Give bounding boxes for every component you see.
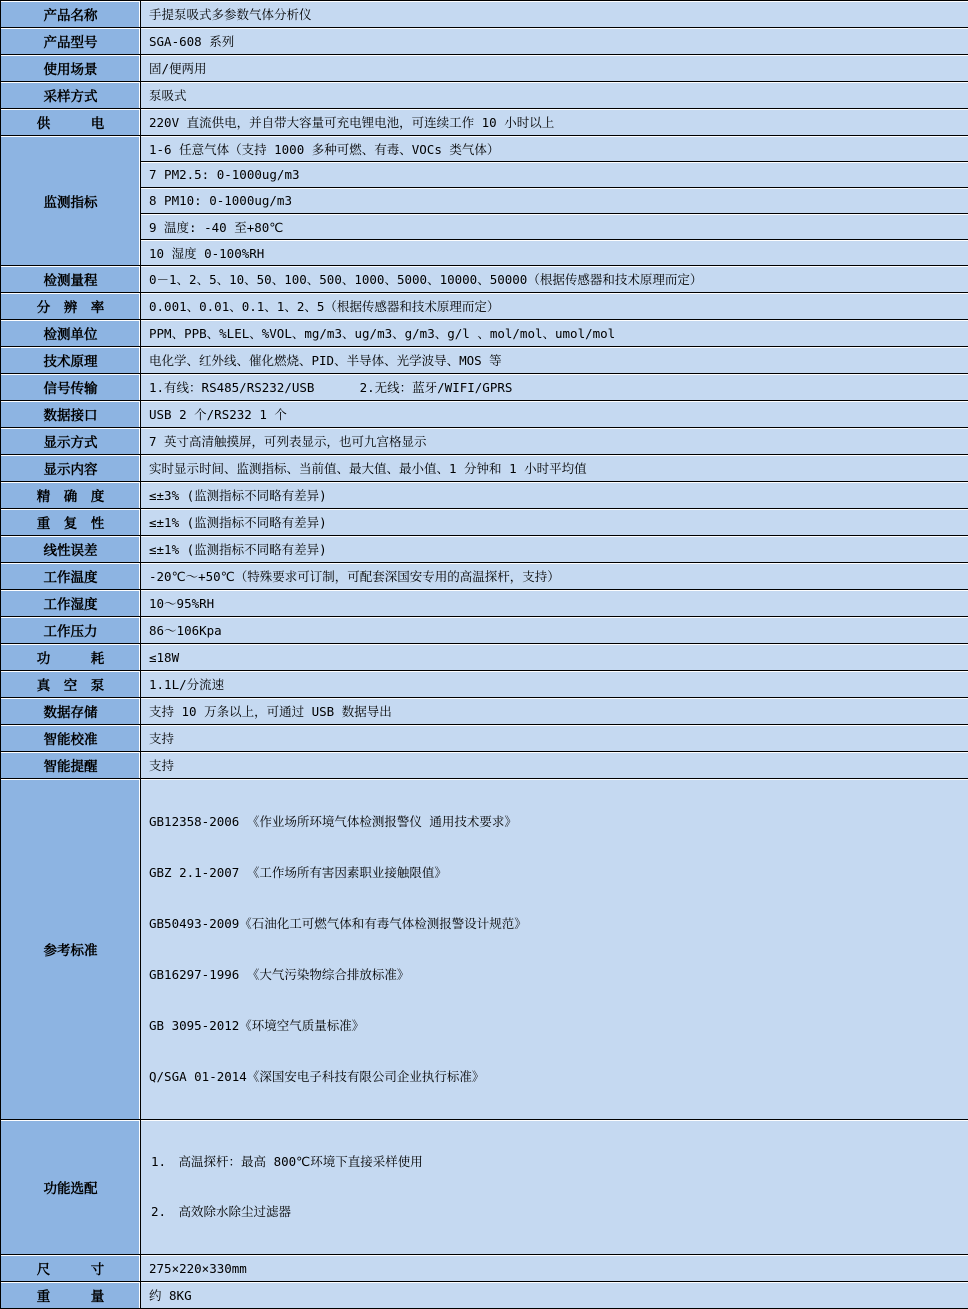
row-label: 工作压力 xyxy=(1,617,141,644)
row-value: ≤18W xyxy=(141,644,968,671)
spec-row-linearity xyxy=(1,536,968,563)
row-label: 产品型号 xyxy=(1,28,141,55)
spec-row-indicators xyxy=(1,136,968,162)
row-label: 功 耗 xyxy=(1,644,141,671)
row-label: 采样方式 xyxy=(1,82,141,109)
row-label: 工作湿度 xyxy=(1,590,141,617)
row-label: 线性误差 xyxy=(1,536,141,563)
row-value: 支持 xyxy=(141,725,968,752)
row-label: 真 空 泵 xyxy=(1,671,141,698)
row-value: 9 温度: -40 至+80℃ xyxy=(141,214,968,240)
spec-row-model xyxy=(1,28,968,55)
spec-row-signal xyxy=(1,374,968,401)
standard-line: GB16297-1996 《大气污染物综合排放标准》 xyxy=(149,964,962,985)
row-label: 智能提醒 xyxy=(1,752,141,779)
spec-row-vacuum-pump xyxy=(1,671,968,698)
row-value: ≤±1% (监测指标不同略有差异) xyxy=(141,536,968,563)
row-value: 约 8KG xyxy=(141,1282,968,1309)
row-label: 数据存储 xyxy=(1,698,141,725)
spec-row-options xyxy=(1,1120,968,1255)
row-label: 检测单位 xyxy=(1,320,141,347)
row-label: 显示内容 xyxy=(1,455,141,482)
row-value: 1-6 任意气体（支持 1000 多种可燃、有毒、VOCs 类气体） xyxy=(141,136,968,162)
row-value: 7 PM2.5: 0-1000ug/m3 xyxy=(141,162,968,188)
row-value: 实时显示时间、监测指标、当前值、最大值、最小值、1 分钟和 1 小时平均值 xyxy=(141,455,968,482)
row-label: 检测量程 xyxy=(1,266,141,293)
standard-line: GB12358-2006 《作业场所环境气体检测报警仪 通用技术要求》 xyxy=(149,811,962,832)
row-value: ≤±1% (监测指标不同略有差异) xyxy=(141,509,968,536)
row-label: 技术原理 xyxy=(1,347,141,374)
row-value: 275×220×330mm xyxy=(141,1255,968,1282)
row-value: USB 2 个/RS232 1 个 xyxy=(141,401,968,428)
spec-row-power xyxy=(1,109,968,136)
spec-row-standards xyxy=(1,779,968,1120)
row-value xyxy=(141,779,968,1120)
row-label: 精 确 度 xyxy=(1,482,141,509)
row-value: 支持 xyxy=(141,752,968,779)
row-value: 1.有线：RS485/RS232/USB 2.无线：蓝牙/WIFI/GPRS xyxy=(141,374,968,401)
row-label: 使用场景 xyxy=(1,55,141,82)
row-label: 重 复 性 xyxy=(1,509,141,536)
row-value: 7 英寸高清触摸屏，可列表显示，也可九宫格显示 xyxy=(141,428,968,455)
row-label: 尺 寸 xyxy=(1,1255,141,1282)
row-label: 工作温度 xyxy=(1,563,141,590)
row-label: 供 电 xyxy=(1,109,141,136)
spec-row-work-humidity xyxy=(1,590,968,617)
spec-row-range xyxy=(1,266,968,293)
spec-row-usage-scene xyxy=(1,55,968,82)
spec-row-resolution xyxy=(1,293,968,320)
row-value: 固/便两用 xyxy=(141,55,968,82)
row-label: 重 量 xyxy=(1,1282,141,1309)
row-label: 显示方式 xyxy=(1,428,141,455)
standard-line: GB50493-2009《石油化工可燃气体和有毒气体检测报警设计规范》 xyxy=(149,913,962,934)
spec-row-display-mode xyxy=(1,428,968,455)
standard-line: GBZ 2.1-2007 《工作场所有害因素职业接触限值》 xyxy=(149,862,962,883)
spec-row-units xyxy=(1,320,968,347)
row-label: 分 辨 率 xyxy=(1,293,141,320)
spec-row-repeatability xyxy=(1,509,968,536)
row-value: PPM、PPB、%LEL、%VOL、mg/m3、ug/m3、g/m3、g/l 、mol/mol、umol/mol xyxy=(141,320,968,347)
row-value xyxy=(141,1120,968,1255)
standard-line: GB 3095-2012《环境空气质量标准》 xyxy=(149,1015,962,1036)
row-value: 0.001、0.01、0.1、1、2、5（根据传感器和技术原理而定） xyxy=(141,293,968,320)
spec-row-dimensions xyxy=(1,1255,968,1282)
option-line: 2. 高效除水除尘过滤器 xyxy=(149,1202,962,1222)
row-label: 产品名称 xyxy=(1,1,141,28)
spec-row-sampling xyxy=(1,82,968,109)
spec-row-smart-calibration xyxy=(1,725,968,752)
row-value: 220V 直流供电，并自带大容量可充电锂电池，可连续工作 10 小时以上 xyxy=(141,109,968,136)
row-label: 智能校准 xyxy=(1,725,141,752)
option-line: 1. 高温探杆：最高 800℃环境下直接采样使用 xyxy=(149,1152,962,1172)
row-value: 10～95%RH xyxy=(141,590,968,617)
spec-row-product-name xyxy=(1,1,968,28)
spec-row-indicators xyxy=(1,214,968,240)
spec-row-power-consumption xyxy=(1,644,968,671)
spec-row-data-storage xyxy=(1,698,968,725)
row-value: SGA-608 系列 xyxy=(141,28,968,55)
standard-line: Q/SGA 01-2014《深国安电子科技有限公司企业执行标准》 xyxy=(149,1066,962,1087)
row-value: 泵吸式 xyxy=(141,82,968,109)
row-value: 手提泵吸式多参数气体分析仪 xyxy=(141,1,968,28)
row-value: ≤±3% (监测指标不同略有差异) xyxy=(141,482,968,509)
row-label: 参考标准 xyxy=(1,779,141,1120)
row-value: 0－1、2、5、10、50、100、500、1000、5000、10000、50000（根据传感器和技术原理而定） xyxy=(141,266,968,293)
row-value: 8 PM10: 0-1000ug/m3 xyxy=(141,188,968,214)
spec-row-weight xyxy=(1,1282,968,1309)
spec-row-principle xyxy=(1,347,968,374)
spec-row-display-content xyxy=(1,455,968,482)
row-value: -20℃～+50℃（特殊要求可订制，可配套深国安专用的高温探杆，支持） xyxy=(141,563,968,590)
spec-row-smart-reminder xyxy=(1,752,968,779)
spec-row-indicators xyxy=(1,162,968,188)
row-label: 数据接口 xyxy=(1,401,141,428)
row-value: 10 湿度 0-100%RH xyxy=(141,240,968,266)
row-label: 信号传输 xyxy=(1,374,141,401)
row-label: 监测指标 xyxy=(1,136,141,266)
spec-row-indicators xyxy=(1,188,968,214)
spec-row-accuracy xyxy=(1,482,968,509)
row-value: 86～106Kpa xyxy=(141,617,968,644)
spec-row-work-temp xyxy=(1,563,968,590)
row-label: 功能选配 xyxy=(1,1120,141,1255)
spec-row-work-pressure xyxy=(1,617,968,644)
row-value: 支持 10 万条以上，可通过 USB 数据导出 xyxy=(141,698,968,725)
spec-row-indicators xyxy=(1,240,968,266)
row-value: 电化学、红外线、催化燃烧、PID、半导体、光学波导、MOS 等 xyxy=(141,347,968,374)
row-value: 1.1L/分流速 xyxy=(141,671,968,698)
spec-row-data-port xyxy=(1,401,968,428)
